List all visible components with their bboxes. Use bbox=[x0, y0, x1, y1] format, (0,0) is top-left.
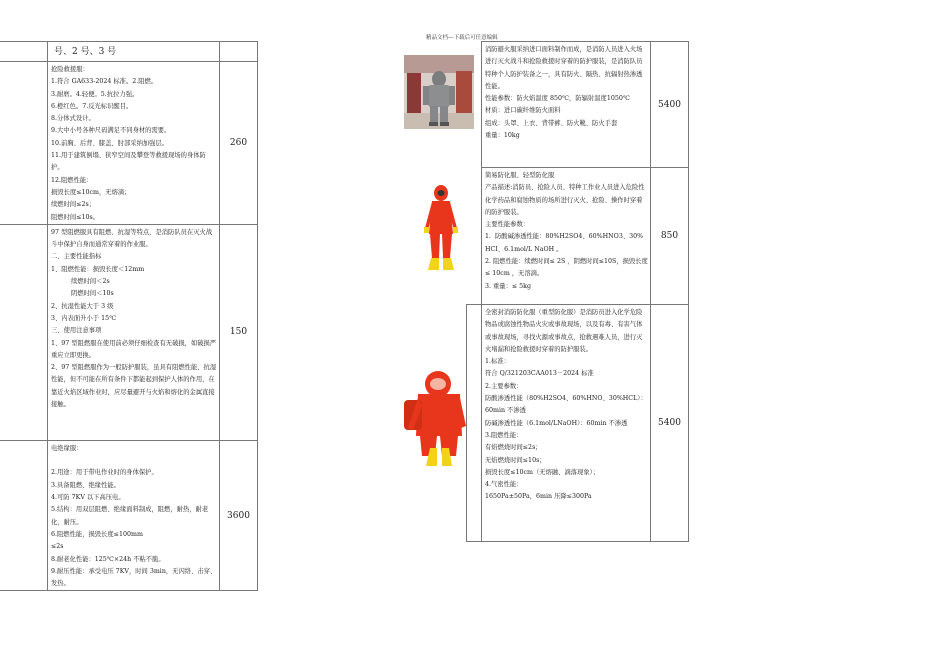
table-row bbox=[467, 305, 689, 542]
firefighter-suit-photo bbox=[404, 55, 474, 129]
right-product-table bbox=[466, 41, 689, 542]
product-description: 全密封消防防化服（重型防化服）是消防员进入化学危险物品或腐蚀性物品火灾或事故现场，以及有毒、有害气体或事故现场，寻找火源或事故点，抢救遇难人员，进行灭火堵漏和抢险救援时穿着的防护服装。 1.标准： 符合 Q/321203CAA013－2024 标准 2.主要参数： 防酸渗透性能（80%H2SO4、60%HNO、30%HCL）：60min 不渗透 防碱渗透性能（6.1mol/LNaOH）：60min 不渗透 3.阻燃性能： 有焰燃烧时间≤2s； 无焰燃烧时间≤10s； 损毁长度≤10cm（无熔融、滴落现象）； 4.气密性能： 1650Pa±50Pa，6min 压降≤300Pa bbox=[482, 305, 651, 542]
table-row bbox=[0, 440, 258, 591]
left-product-table bbox=[0, 41, 258, 591]
product-description: 电绝缘服： 2.用途：用于带电作业时的身体保护。 3.具备阻燃、绝缘性能。 4.可防 7KV 以下高压电。 5.结构：用双层阻燃、绝缘面料制成，阻燃，耐热，耐老化，耐压。 6.阻燃性能，损毁长度≤100mm ≤2s 8.耐老化性能：125℃×24h 不粘不脆。 9.耐压性能：承受电压 7KV，时间 3min，无闪络、击穿、发热。 bbox=[48, 440, 220, 591]
product-price: 3600 bbox=[220, 440, 258, 591]
product-description: 消防避火服采纳进口面料制作而成，是消防人员进入火场进行灭火战斗和抢险救援时穿着的防护服装，是消防队员特种个人防护装备之一，具有防火、隔热、抗辐射热渗透性能。 性能参数：防火焰温度 850℃，防辐射温度1050℃ 材质：进口碳纤维防火面料 组成：头罩、上衣、背带裤、防火靴、防火手套 重量：10kg bbox=[482, 42, 651, 168]
light-chemical-suit-drawing bbox=[423, 184, 459, 276]
product-description: 简易防化服、轻型防化服 产品描述:消防员、抢险人员、特种工作业人员进入危险性化学药品和腐蚀物质的场所进行灭火、抢险、操作时穿着的防护服装。 主要性能参数： 1. 防酸碱渗透性能：80%H2SO4、60%HNO3、30%HCI、6.1mol/L NaOH 。 2. 阻燃性能：续燃时间≤ 2S ，阴燃时间≤10S，损毁长度≤ 10cm ，无溶滴。 3. 重量：≤ 5kg bbox=[482, 168, 651, 305]
heavy-chemical-suit-drawing bbox=[404, 370, 466, 470]
product-price: 850 bbox=[651, 168, 689, 305]
table-row bbox=[467, 168, 689, 305]
table-row bbox=[0, 224, 258, 440]
product-description: 抢险救援服： 1.符合 GA633-2024 标准。2.阻燃。 3.耐磨。4.轻便。5.抗拉力强。 6.橙红色。7.反光标识醒目。 8.分体式设计。 9.大中小号各种尺码满足不同身材的需要。 10.前胸、后背、膝盖、肘部采纳加强层。 11.用于建筑倒塌、狭窄空间及攀登等救援现场的身体防护。 12.阻燃性能： 损毁长度≤10cm，无熔滴； 续燃时间≤2s； 阻燃时间≤10s。 bbox=[48, 62, 220, 225]
table-row bbox=[467, 42, 689, 168]
size-row bbox=[0, 42, 258, 62]
product-price: 5400 bbox=[651, 42, 689, 168]
page-header: 精品文档---下载后可任意编辑 bbox=[426, 35, 498, 41]
table-row bbox=[0, 62, 258, 225]
product-price: 150 bbox=[220, 224, 258, 440]
product-price: 5400 bbox=[651, 305, 689, 542]
product-description: 97 型阻燃服具有阻燃、抗湿等特点，是消防队员在灭火战斗中保护自身而通常穿着的作业服。 二、主要性能指标 1、阻燃性能：损毁长度＜12mm 续燃时间＜2s 阴燃时间＜10s 2、抗湿性能大于 3 级 3、内表面升小于 15℃ 三、使用注意事项 1、97 型阻燃服在使用前必须仔细检查有无破损，如破损严重应立即更换。 2、97 型阻燃服作为一般防护服装，虽具有阻燃性能、抗湿性能，但不可能在所有条件下都能起到保护人体的作用，在靠近火焰区域作业时，应尽量避开与火焰和熔化的金属直接接触。 bbox=[48, 224, 220, 440]
size-cell: 号、2 号、3 号 bbox=[48, 42, 220, 62]
product-price: 260 bbox=[220, 62, 258, 225]
